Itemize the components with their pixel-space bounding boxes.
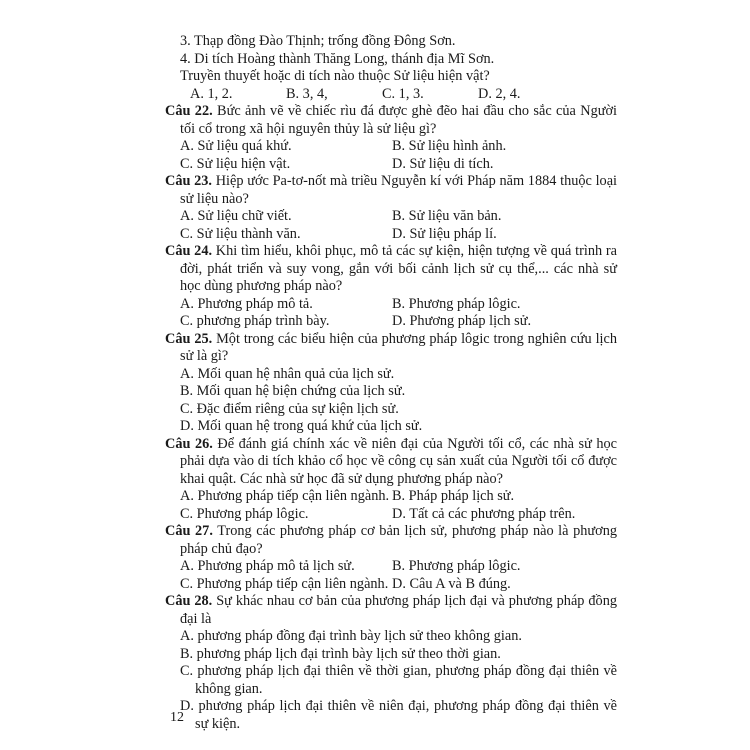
option-d: D. Phương pháp lịch sử. <box>392 313 532 329</box>
question-label: Câu 25. <box>165 330 213 347</box>
question-text: Để đánh giá chính xác về niên đại của Người tối cổ, các nhà sử học phải dựa vào di tích khảo cổ học về công cụ sản xuất của Người tối cổ được khai quật. Các nhà sử học đã sử dụng phương pháp nào? <box>180 435 617 487</box>
options-row <box>165 138 617 156</box>
options-row <box>165 208 617 226</box>
question-26 <box>165 436 617 489</box>
question-24 <box>165 243 617 296</box>
question-22 <box>165 103 617 138</box>
question-text: Hiệp ước Pa-tơ-nốt mà triều Nguyễn kí với Pháp năm 1884 thuộc loại sử liệu nào? <box>180 173 618 207</box>
option-c: C. Phương pháp tiếp cận liên ngành. <box>180 575 389 592</box>
options-row <box>165 576 617 594</box>
option-a: A. Phương pháp mô tả. <box>180 295 313 312</box>
question-text: Sự khác nhau cơ bản của phương pháp lịch đại và phương pháp đồng đại là <box>180 593 617 627</box>
option-d: D. Mối quan hệ trong quá khứ của lịch sử. <box>180 418 423 434</box>
question-label: Câu 22. <box>165 103 213 119</box>
question-text: Bức ảnh vẽ về chiếc rìu đá được ghè đẽo hai đầu cho sắc của Người tối cổ trong xã hội nguyên thủy là sử liệu gì? <box>180 103 618 137</box>
question-label: Câu 26. <box>165 435 213 452</box>
options-row <box>165 226 617 244</box>
options-row <box>165 313 617 331</box>
option-a: A. Phương pháp mô tả lịch sử. <box>180 558 355 574</box>
question-25 <box>165 331 617 366</box>
option-b: B. 3, 4, <box>286 85 328 102</box>
question-27 <box>165 523 617 558</box>
question-text: Khi tìm hiểu, khôi phục, mô tả các sự kiện, hiện tượng về quá trình ra đời, phát triển và suy vong, gắn với bối cảnh lịch sử cụ thể,... các nhà sử học dùng phương pháp nào? <box>180 243 617 294</box>
option-a: A. Sử liệu quá khứ. <box>180 138 292 154</box>
option-c: C. Sử liệu hiện vật. <box>180 155 291 172</box>
question-label: Câu 24. <box>165 243 213 259</box>
option-b: B. Phương pháp lôgic. <box>392 558 521 574</box>
option-c: C. Đặc điểm riêng của sự kiện lịch sử. <box>180 400 399 417</box>
option-c: C. Phương pháp lôgic. <box>180 505 309 522</box>
option-a: A. Mối quan hệ nhân quả của lịch sử. <box>180 365 395 382</box>
option-a: A. 1, 2. <box>190 85 233 102</box>
question-text: Một trong các biểu hiện của phương pháp lôgic trong nghiên cứu lịch sử là gì? <box>180 330 618 364</box>
option-d: D. Sử liệu di tích. <box>392 155 494 172</box>
intro-item-3: 3. Thạp đồng Đào Thịnh; trống đồng Đông Sơn. <box>180 33 456 49</box>
option-b: B. Phương pháp lôgic. <box>392 295 521 312</box>
intro-item-4: 4. Di tích Hoàng thành Thăng Long, thánh địa Mĩ Sơn. <box>180 50 495 67</box>
page-number: 12 <box>170 710 184 725</box>
option-b: B. phương pháp lịch đại trình bày lịch sử theo thời gian. <box>180 645 501 662</box>
document-page <box>165 33 617 733</box>
option-b: B. Mối quan hệ biện chứng của lịch sử. <box>180 383 406 399</box>
options-row <box>165 506 617 524</box>
option-d: D. 2, 4. <box>478 85 521 102</box>
option-c: C. phương pháp trình bày. <box>180 313 330 329</box>
option-c: C. 1, 3. <box>382 85 424 102</box>
options-row <box>165 488 617 506</box>
options-row <box>165 296 617 314</box>
option-a: A. phương pháp đồng đại trình bày lịch sử theo không gian. <box>180 628 522 644</box>
option-a: A. Phương pháp tiếp cận liên ngành. <box>180 488 390 504</box>
option-d: D. Câu A và B đúng. <box>392 575 511 592</box>
question-text: Trong các phương pháp cơ bản lịch sử, phương pháp nào là phương pháp chủ đạo? <box>180 523 618 557</box>
option-b: B. Sử liệu văn bản. <box>392 208 502 224</box>
question-label: Câu 28. <box>165 593 213 609</box>
option-b: B. Pháp pháp lịch sử. <box>392 488 515 504</box>
question-28 <box>165 593 617 628</box>
intro-prompt: Truyền thuyết hoặc di tích nào thuộc Sử liệu hiện vật? <box>180 68 490 84</box>
option-b: B. Sử liệu hình ảnh. <box>392 138 507 154</box>
options-row <box>165 558 617 576</box>
question-label: Câu 27. <box>165 523 213 539</box>
option-d: D. Tất cả các phương pháp trên. <box>392 505 576 522</box>
option-d: D. Sử liệu pháp lí. <box>392 225 497 242</box>
option-a: A. Sử liệu chữ viết. <box>180 208 292 224</box>
option-c: C. Sử liệu thành văn. <box>180 225 301 242</box>
options-row <box>165 156 617 174</box>
question-label: Câu 23. <box>165 173 213 189</box>
question-23 <box>165 173 617 208</box>
option-d: D. phương pháp lịch đại thiên về niên đại, phương pháp đồng đại thiên về sự kiện. <box>180 698 617 732</box>
intro-options <box>165 86 617 104</box>
option-c: C. phương pháp lịch đại thiên về thời gian, phương pháp đồng đại thiên về không gian. <box>180 663 617 697</box>
